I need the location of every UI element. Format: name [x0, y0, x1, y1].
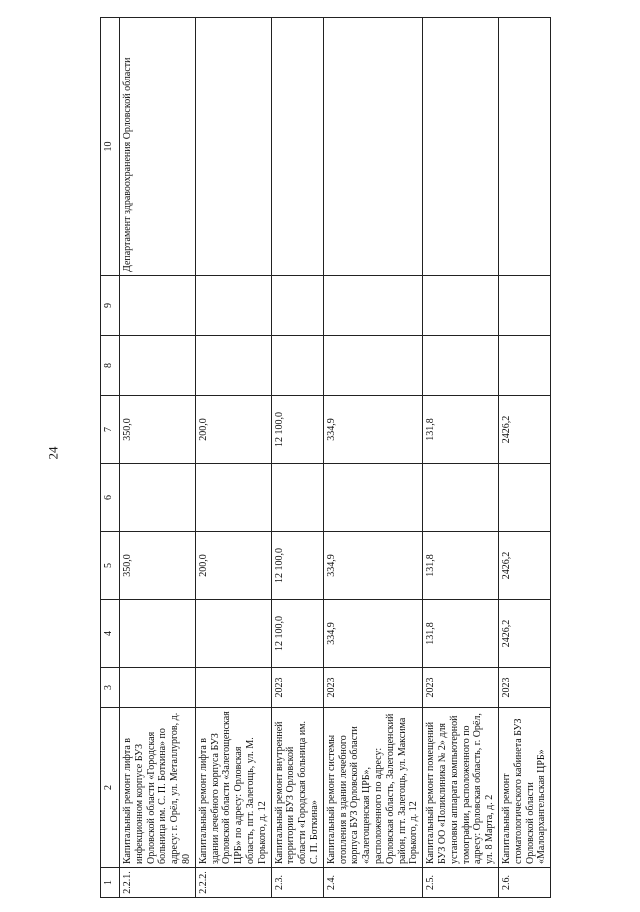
row-number: 2.2.1. — [120, 868, 196, 898]
col-header: 1 — [101, 868, 120, 898]
page-number: 24 — [45, 446, 61, 460]
rotated-table-wrapper — [100, 18, 548, 898]
row-col4: 2426,2 — [498, 600, 550, 668]
row-col4: 12 100,0 — [271, 600, 323, 668]
row-col6 — [120, 464, 196, 532]
row-col4: 334,9 — [323, 600, 422, 668]
row-col6 — [323, 464, 422, 532]
row-col7: 350,0 — [120, 396, 196, 464]
row-col10 — [271, 18, 323, 276]
row-year — [120, 668, 196, 708]
table-row — [323, 18, 422, 898]
row-number: 2.3. — [271, 868, 323, 898]
row-col6 — [271, 464, 323, 532]
col-header: 9 — [101, 276, 120, 336]
row-col5: 200,0 — [195, 532, 271, 600]
row-number: 2.2.2. — [195, 868, 271, 898]
col-header: 10 — [101, 18, 120, 276]
row-col4: 131,8 — [423, 600, 499, 668]
row-col6 — [423, 464, 499, 532]
row-col5: 350,0 — [120, 532, 196, 600]
row-year — [195, 668, 271, 708]
row-col9 — [323, 276, 422, 336]
row-col4 — [195, 600, 271, 668]
table-row — [498, 18, 550, 898]
row-col7: 12 100,0 — [271, 396, 323, 464]
row-col9 — [120, 276, 196, 336]
row-col5: 2426,2 — [498, 532, 550, 600]
row-year: 2023 — [498, 668, 550, 708]
row-year: 2023 — [423, 668, 499, 708]
row-col10 — [195, 18, 271, 276]
table-row — [120, 18, 196, 898]
row-col10: Департамент здравоохранения Орловской области — [120, 18, 196, 276]
row-col9 — [195, 276, 271, 336]
row-year: 2023 — [323, 668, 422, 708]
row-col4 — [120, 600, 196, 668]
row-col8 — [323, 336, 422, 396]
row-col8 — [498, 336, 550, 396]
row-col7: 2426,2 — [498, 396, 550, 464]
row-name: Капитальный ремонт помещений БУЗ ОО «Поликлиника № 2» для установки аппарата компьютерной томографии, расположенного по адресу: Орловская область, г. Орёл, ул. 8 Марта, д. 2 — [423, 708, 499, 868]
row-col8 — [120, 336, 196, 396]
row-number: 2.6. — [498, 868, 550, 898]
row-col7: 131,8 — [423, 396, 499, 464]
row-col10 — [498, 18, 550, 276]
row-col6 — [498, 464, 550, 532]
row-col8 — [195, 336, 271, 396]
row-name: Капитальный ремонт лифта в инфекционном корпусе БУЗ Орловской области «Городская больница им. С. П. Боткина» по адресу: г. Орёл, ул. Металлургов, д. 80 — [120, 708, 196, 868]
table-row — [271, 18, 323, 898]
row-number: 2.4. — [323, 868, 422, 898]
row-col9 — [271, 276, 323, 336]
table-row — [195, 18, 271, 898]
row-name: Капитальный ремонт системы отопления в здании лечебного корпуса БУЗ Орловской области «Залегощенская ЦРБ», расположенного по адресу: Орловская область, Залегощенский район, пгт. Залегощь, ул. Максима Горького, д. 12 — [323, 708, 422, 868]
row-col10 — [323, 18, 422, 276]
col-header: 3 — [101, 668, 120, 708]
row-year: 2023 — [271, 668, 323, 708]
table-row — [423, 18, 499, 898]
row-col7: 334,9 — [323, 396, 422, 464]
col-header: 4 — [101, 600, 120, 668]
row-col6 — [195, 464, 271, 532]
row-col5: 12 100,0 — [271, 532, 323, 600]
row-col10 — [423, 18, 499, 276]
col-header: 6 — [101, 464, 120, 532]
row-col9 — [423, 276, 499, 336]
row-number: 2.5. — [423, 868, 499, 898]
col-header: 5 — [101, 532, 120, 600]
row-name: Капитальный ремонт лифта в здании лечебного корпуса БУЗ Орловской области «Залегощенская ЦРБ» по адресу: Орловская область, пгт. Залегощь, ул. М. Горького, д. 12 — [195, 708, 271, 868]
row-col9 — [498, 276, 550, 336]
col-header: 7 — [101, 396, 120, 464]
row-col8 — [423, 336, 499, 396]
row-col5: 334,9 — [323, 532, 422, 600]
header-row — [101, 18, 120, 898]
row-col7: 200,0 — [195, 396, 271, 464]
row-col8 — [271, 336, 323, 396]
expenditure-table — [100, 17, 551, 898]
row-col5: 131,8 — [423, 532, 499, 600]
col-header: 8 — [101, 336, 120, 396]
row-name: Капитальный ремонт стоматологического кабинета БУЗ Орловской области «Малоархангельская ЦРБ» — [498, 708, 550, 868]
col-header: 2 — [101, 708, 120, 868]
row-name: Капитальный ремонт внутренней территории БУЗ Орловской области «Городская больница им. С. П. Боткина» — [271, 708, 323, 868]
